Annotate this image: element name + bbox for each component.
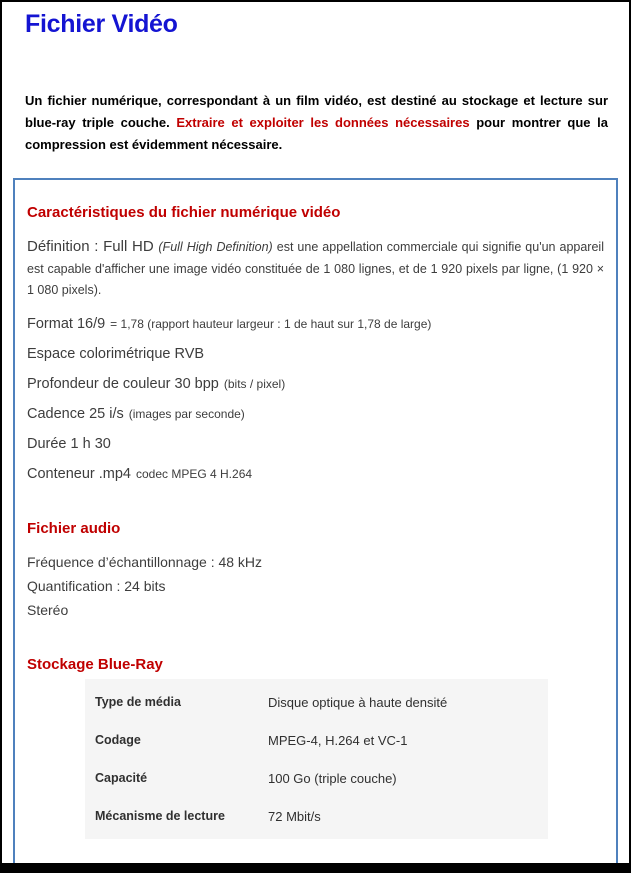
table-row-value: 72 Mbit/s: [268, 808, 321, 824]
spec-line-format: [27, 314, 604, 334]
audio-lines: [27, 550, 604, 622]
intro-highlight: Extraire et exploiter les données nécessaires: [176, 115, 470, 130]
storage-table: [85, 679, 548, 839]
table-row-value: Disque optique à haute densité: [268, 694, 448, 710]
intro-paragraph: [25, 90, 608, 156]
spec-line-colorspace: [27, 344, 604, 364]
document-title: Fichier Vidéo: [25, 10, 178, 38]
table-row: [85, 683, 548, 721]
spec-detail: = 1,78 (rapport hauteur largeur : 1 de haut sur 1,78 de large): [110, 317, 432, 331]
spec-line-framerate: [27, 404, 604, 424]
table-row: [85, 759, 548, 797]
table-row: [85, 797, 548, 835]
audio-line-samplerate: Fréquence d’échantillonnage : 48 kHz: [27, 554, 263, 570]
bottom-edge-bar: [2, 863, 629, 871]
audio-line-stereo: Steréo: [27, 602, 69, 618]
audio-section-heading: Fichier audio: [27, 520, 121, 537]
table-row: [85, 721, 548, 759]
spec-line-duration: [27, 434, 604, 454]
storage-section-heading: Stockage Blue-Ray: [27, 656, 163, 673]
spec-main: Cadence 25 i/s: [27, 406, 124, 422]
spec-main: Conteneur .mp4: [27, 466, 131, 482]
intro-text-2: pour montrer que la compression est évidemment nécessaire.: [25, 115, 608, 152]
intro-text-1: Un fichier numérique, correspondant à un film vidéo, est destiné au stockage et lecture sur blue-ray triple couche.: [25, 93, 608, 130]
table-row-label: Type de média: [95, 695, 181, 709]
table-row-label: Mécanisme de lecture: [95, 809, 225, 823]
spec-line-container: [27, 464, 604, 484]
spec-line-colordepth: [27, 374, 604, 394]
table-row-value: 100 Go (triple couche): [268, 770, 397, 786]
definition-paragraph: [27, 236, 604, 302]
table-row-label: Codage: [95, 733, 141, 747]
content-box: [13, 178, 618, 865]
table-row-value: MPEG-4, H.264 et VC-1: [268, 732, 408, 748]
spec-detail: (bits / pixel): [223, 377, 286, 391]
audio-line-quantization: Quantification : 24 bits: [27, 578, 166, 594]
spec-main: Profondeur de couleur 30 bpp: [27, 376, 219, 392]
table-row-label: Capacité: [95, 771, 148, 785]
definition-rest: est une appellation commerciale qui signifie qu'un appareil est capable d'afficher une image vidéo constituée de 1 080 lignes, et de 1 920 pixels par ligne, (1 920 × 1 080 pixels).: [27, 240, 604, 297]
spec-main: Espace colorimétrique RVB: [27, 346, 205, 362]
spec-main: Durée 1 h 30: [27, 436, 111, 452]
spec-detail: codec MPEG 4 H.264: [135, 467, 253, 481]
video-section-heading: Caractéristiques du fichier numérique vidéo: [27, 204, 341, 221]
definition-italic: (Full High Definition): [158, 240, 273, 254]
definition-lead: Définition : Full HD: [27, 238, 159, 255]
spec-detail: (images par seconde): [128, 407, 245, 421]
spec-main: Format 16/9: [27, 316, 106, 332]
